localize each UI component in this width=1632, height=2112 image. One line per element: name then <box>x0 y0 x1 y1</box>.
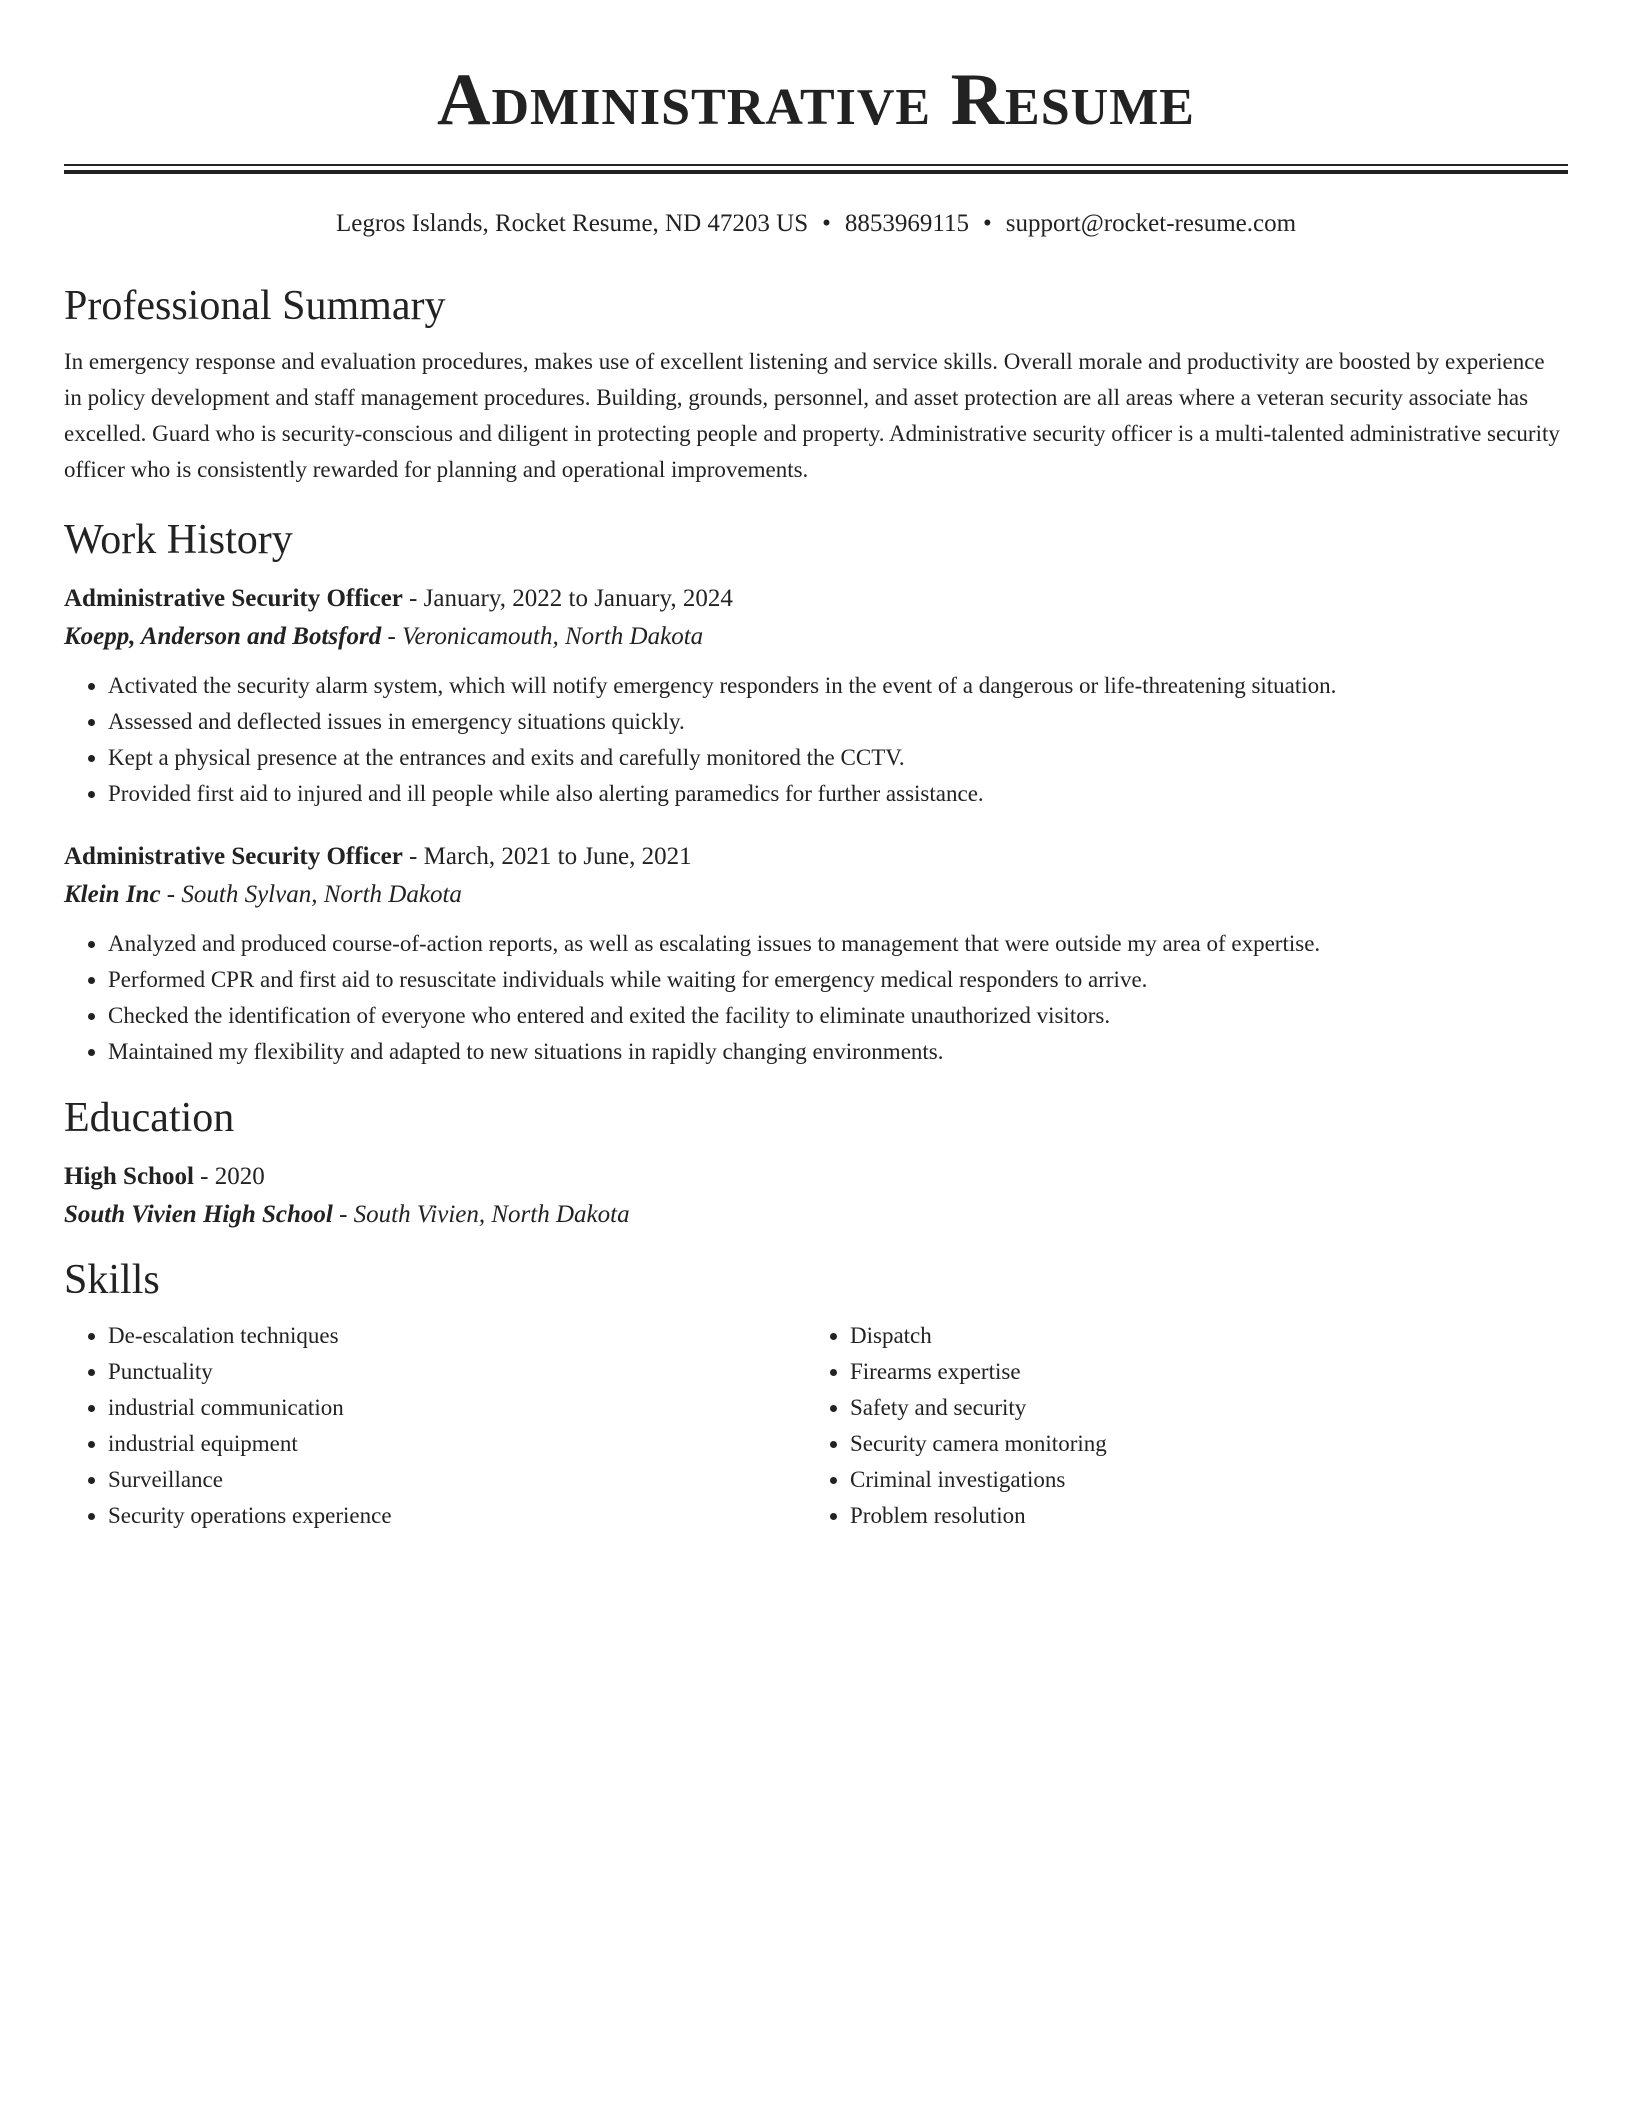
school-location: South Vivien, North Dakota <box>353 1201 630 1228</box>
skill-item: • Security operations experience <box>108 1498 806 1534</box>
list-item: • Analyzed and produced course-of-action reports, as well as escalating issues to management that were outside my area of expertise. <box>108 926 1568 962</box>
job-title-line <box>64 580 1568 618</box>
job-bullets <box>64 926 1568 1070</box>
skill-item: • Firearms expertise <box>850 1354 1548 1390</box>
degree: High School <box>64 1163 194 1190</box>
dash: - <box>409 585 418 612</box>
dash: - <box>166 881 176 908</box>
job-dates: March, 2021 to June, 2021 <box>423 843 692 870</box>
contact-line <box>64 208 1568 240</box>
skills-column-left <box>64 1318 806 1534</box>
company-location: South Sylvan, North Dakota <box>181 881 462 908</box>
job-bullets <box>64 668 1568 812</box>
dash: - <box>387 623 396 650</box>
graduation-year: 2020 <box>214 1163 265 1190</box>
job-dates: January, 2022 to January, 2024 <box>423 585 733 612</box>
list-item: • Kept a physical presence at the entrances and exits and carefully monitored the CCTV. <box>108 740 1568 776</box>
list-item: • Provided first aid to injured and ill people while also alerting paramedics for further assistance. <box>108 776 1568 812</box>
skills-heading: Skills <box>64 1257 160 1303</box>
work-history-heading: Work History <box>64 517 293 563</box>
skills-column-right <box>806 1318 1548 1534</box>
skill-item: • Safety and security <box>850 1390 1548 1426</box>
list-item: • Activated the security alarm system, which will notify emergency responders in the event of a dangerous or life-threatening situation. <box>108 668 1568 704</box>
job-title: Administrative Security Officer <box>64 585 403 612</box>
dash: - <box>339 1201 348 1228</box>
school-name: South Vivien High School <box>64 1201 333 1228</box>
summary-heading: Professional Summary <box>64 283 446 329</box>
education-heading: Education <box>64 1095 235 1141</box>
skill-item: • Dispatch <box>850 1318 1548 1354</box>
skill-item: • industrial equipment <box>108 1426 806 1462</box>
list-item: • Performed CPR and first aid to resuscitate individuals while waiting for emergency medical responders to arrive. <box>108 962 1568 998</box>
skills-grid <box>64 1318 1568 1534</box>
contact-phone: 8853969115 <box>844 210 969 237</box>
company-name: Klein Inc <box>64 881 161 908</box>
contact-email: support@rocket-resume.com <box>1005 210 1297 237</box>
skill-item: • Surveillance <box>108 1462 806 1498</box>
job-entry <box>64 580 1568 812</box>
skill-item: • Security camera monitoring <box>850 1426 1548 1462</box>
job-title: Administrative Security Officer <box>64 843 403 870</box>
dash: - <box>200 1163 209 1190</box>
resume-page <box>64 0 1568 1534</box>
list-item: • Checked the identification of everyone who entered and exited the facility to eliminate unauthorized visitors. <box>108 998 1568 1034</box>
page-title: Administrative Resume <box>437 59 1195 141</box>
skill-item: • industrial communication <box>108 1390 806 1426</box>
company-name: Koepp, Anderson and Botsford <box>64 623 382 650</box>
contact-separator: • <box>982 210 992 237</box>
list-item: • Maintained my flexibility and adapted to new situations in rapidly changing environments. <box>108 1034 1568 1070</box>
skill-item: • De-escalation techniques <box>108 1318 806 1354</box>
contact-separator: • <box>822 210 831 237</box>
job-title-line <box>64 838 1568 876</box>
dash: - <box>409 843 418 870</box>
school-line <box>64 1196 1568 1234</box>
job-entry <box>64 838 1568 1070</box>
education-entry <box>64 1158 1568 1234</box>
skill-item: • Problem resolution <box>850 1498 1548 1534</box>
company-line <box>64 618 1568 656</box>
double-divider <box>64 164 1568 174</box>
skill-item: • Criminal investigations <box>850 1462 1548 1498</box>
contact-address: Legros Islands, Rocket Resume, ND 47203 US <box>335 210 809 237</box>
degree-line <box>64 1158 1568 1196</box>
list-item: • Assessed and deflected issues in emergency situations quickly. <box>108 704 1568 740</box>
company-line <box>64 876 1568 914</box>
summary-text: In emergency response and evaluation procedures, makes use of excellent listening and service skills. Overall morale and productivity are boosted by experience in policy development and staff management procedures. Building, grounds, personnel, and asset protection are all areas where a veteran security associate has excelled. Guard who is security-conscious and diligent in protecting people and property. Administrative security officer is a multi-talented administrative security officer who is consistently rewarded for planning and operational improvements. <box>64 349 1560 482</box>
skill-item: • Punctuality <box>108 1354 806 1390</box>
company-location: Veronicamouth, North Dakota <box>402 623 704 650</box>
